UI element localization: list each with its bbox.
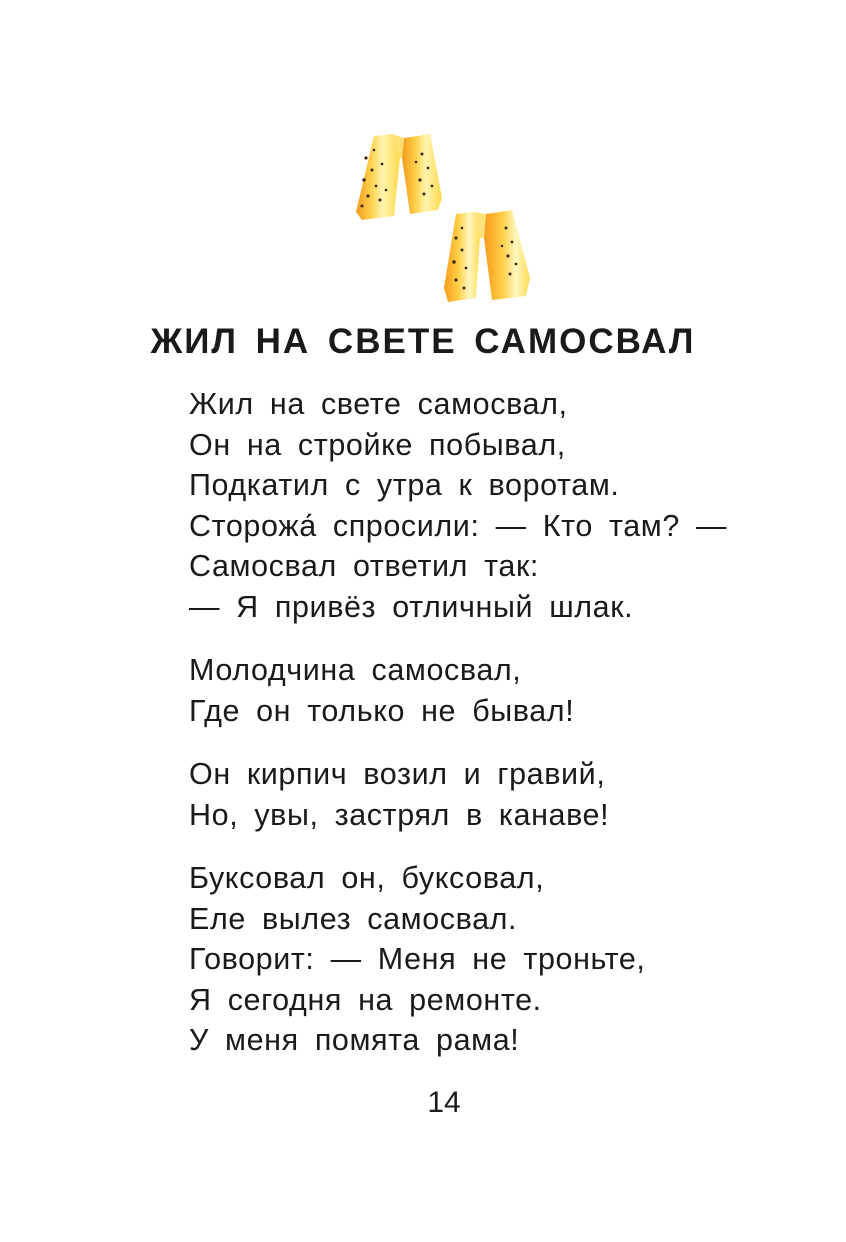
poem-line: Сторожа́ спросили: — Кто там? —: [189, 508, 728, 543]
poem-line: Подкатил с утра к воротам.: [189, 468, 620, 502]
page-number: 14: [427, 1086, 461, 1119]
poem-line: Еле вылез самосвал.: [189, 901, 518, 936]
stanza-1: [189, 384, 829, 627]
poem-line: Я сегодня на ремонте.: [189, 982, 542, 1017]
poem-line: Самосвал ответил так:: [189, 549, 539, 583]
poem-line: У меня помята рама!: [189, 1023, 520, 1057]
poem-line: Он на стройке побывал,: [189, 427, 566, 462]
bread-slices-illustration: [352, 128, 537, 306]
poem-title: ЖИЛ НА СВЕТЕ САМОСВАЛ: [150, 322, 696, 361]
stanza-2: [189, 650, 829, 731]
lower-bread-slice: [444, 210, 530, 302]
poem-line: Но, увы, застрял в канаве!: [189, 797, 610, 832]
stanza-4: [189, 858, 829, 1061]
poem-line: Жил на свете самосвал,: [189, 387, 568, 421]
stanza-3: [189, 754, 829, 835]
poem-line: Молодчина самосвал,: [189, 653, 522, 687]
poem-line: Говорит: — Меня не троньте,: [189, 942, 646, 976]
poem-line: Буксовал он, буксовал,: [189, 861, 545, 895]
poem-line: Где он только не бывал!: [189, 693, 575, 728]
poem-line: Он кирпич возил и гравий,: [189, 757, 606, 791]
poem-line: — Я привёз отличный шлак.: [189, 589, 634, 624]
poem-body: [189, 384, 829, 1084]
upper-bread-slice: [356, 134, 442, 220]
